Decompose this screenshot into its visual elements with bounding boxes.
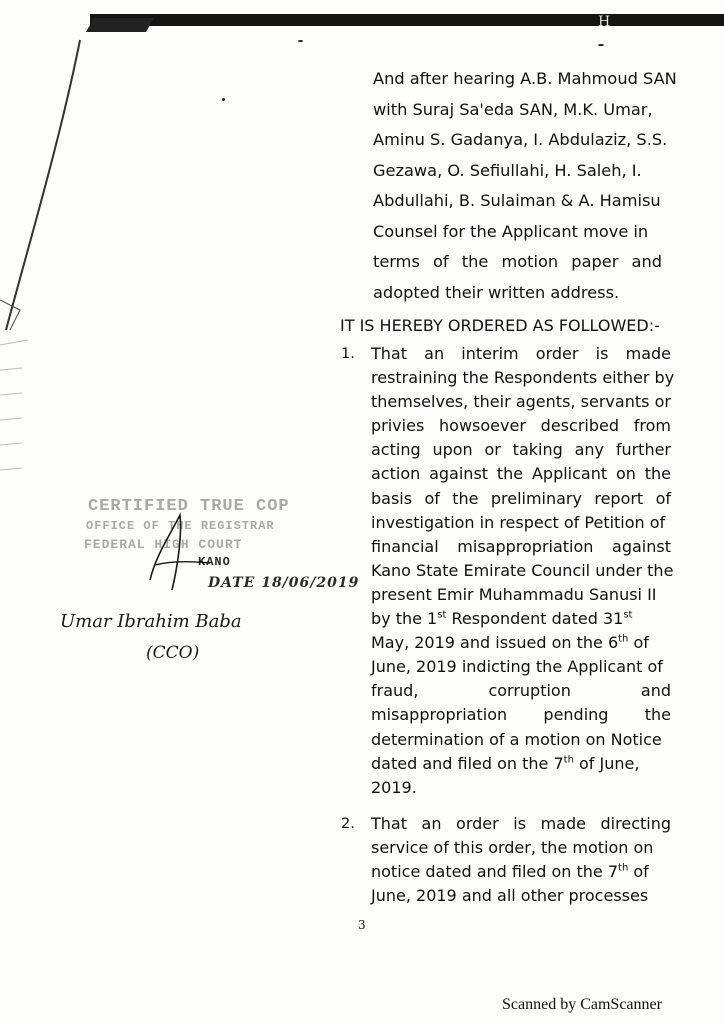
paragraph-line: And after hearing A.B. Mahmoud SAN — [373, 69, 677, 88]
item-line: Kano State Emirate Council under the — [371, 560, 674, 580]
stamp-signature-strokes — [60, 495, 340, 695]
item-line: restraining the Respondents either by — [371, 368, 675, 388]
item-text — [371, 812, 671, 908]
page-number: 3 — [358, 918, 366, 932]
scan-speck — [298, 40, 303, 42]
stamp-line-city: KANO — [198, 555, 231, 569]
stamp-line-court: FEDERAL HIGH COURT — [84, 537, 243, 552]
scanner-watermark: Scanned by CamScanner — [502, 996, 662, 1013]
paragraph-line: adopted their written address. — [373, 282, 620, 302]
stamp-line-certified: CERTIFIED TRUE COP — [88, 497, 290, 516]
paragraph-line: Gezawa, O. Sefiullahi, H. Saleh, I. — [373, 160, 642, 180]
scan-speck — [598, 44, 604, 46]
item-line: June, 2019 and all other processes — [371, 886, 649, 906]
item-line: service of this order, the motion on — [371, 838, 654, 858]
item-line-with-superscript: May, 2019 and issued on the 6th of — [371, 633, 649, 653]
item-line: June, 2019 indicting the Applicant of — [371, 657, 663, 677]
item-line: That an order is made directing — [371, 814, 671, 833]
item-line-with-superscript: notice dated and filed on the 7th of — [371, 862, 649, 882]
item-line: privies howsoever described from — [371, 416, 671, 436]
signature-name: Umar Ibrahim Baba — [60, 611, 242, 632]
item-line: basis of the preliminary report of — [371, 488, 671, 508]
left-page-edge-shadow — [0, 0, 90, 560]
item-line: themselves, their agents, servants or — [371, 392, 671, 412]
scan-top-edge-corner — [86, 18, 154, 32]
item-number: 2. — [341, 816, 355, 832]
paragraph-line: Counsel for the Applicant move in — [373, 221, 649, 241]
item-line-with-superscript: by the 1st Respondent dated 31st — [371, 609, 633, 629]
item-line: investigation in respect of Petition of — [371, 512, 666, 532]
scan-top-edge — [90, 14, 724, 26]
item-line: That an interim order is made — [371, 344, 671, 363]
item-number: 1. — [341, 346, 355, 362]
paragraph-line: Aminu S. Gadanya, I. Abdulaziz, S.S. — [373, 130, 668, 149]
stamp-line-office: OFFICE OF THE REGISTRAR — [86, 519, 275, 533]
stamp-line-date: DATE 18/06/2019 — [208, 575, 360, 591]
header-mark: H — [598, 14, 611, 30]
scan-speck — [222, 98, 225, 101]
certified-true-copy-stamp — [60, 495, 360, 695]
paragraph-line: terms of the motion paper and — [373, 252, 662, 271]
item-line: 2019. — [371, 777, 417, 797]
item-line: financial misappropriation against — [371, 536, 671, 556]
item-line: misappropriation pending the — [371, 705, 671, 725]
item-line: action against the Applicant on the — [371, 464, 671, 484]
paragraph-line: with Suraj Sa'eda SAN, M.K. Umar, — [373, 99, 653, 119]
item-line: present Emir Muhammadu Sanusi II — [371, 584, 657, 604]
item-line-with-superscript: dated and filed on the 7th of June, — [371, 753, 640, 773]
signature-title: (CCO) — [146, 643, 200, 663]
order-heading: IT IS HEREBY ORDERED AS FOLLOWED:- — [340, 316, 660, 335]
item-text — [371, 342, 675, 800]
paragraph-line: Abdullahi, B. Sulaiman & A. Hamisu — [373, 191, 661, 210]
item-line: acting upon or taking any further — [371, 440, 671, 460]
item-line: fraud, corruption and — [371, 681, 671, 701]
item-line: determination of a motion on Notice — [371, 729, 662, 749]
